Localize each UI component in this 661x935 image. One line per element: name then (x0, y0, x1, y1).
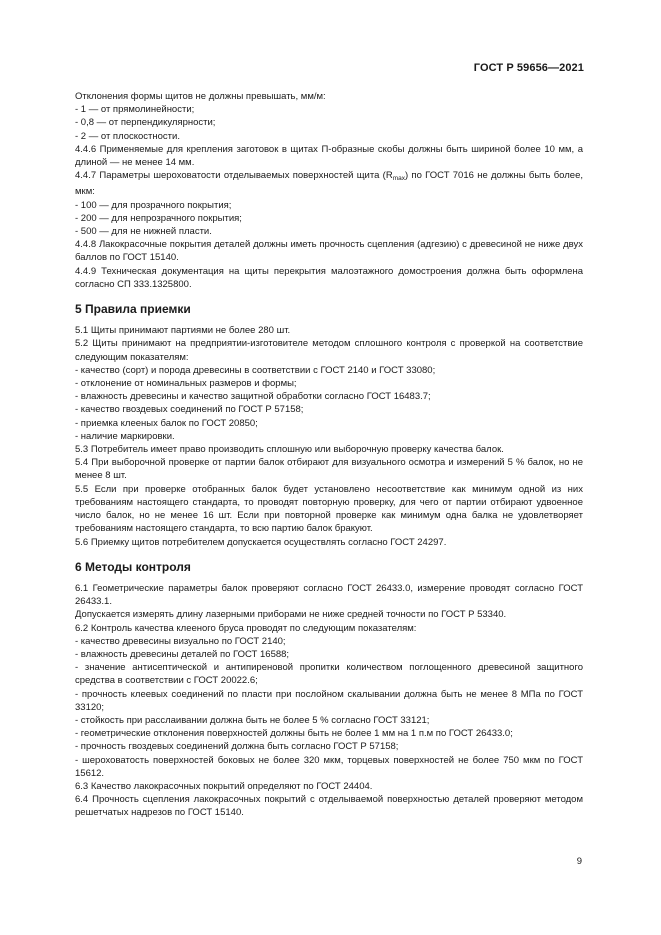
rmax-subscript: max (392, 175, 405, 183)
list-item: - отклонение от номинальных размеров и формы; (75, 378, 297, 390)
list-item: - 200 — для непрозрачного покрытия; (75, 212, 242, 224)
clause-5-4: 5.4 При выборочной проверке от партии балок отбирают для визуального осмотра и измерений 5 % балок, но не менее 8 шт. (75, 457, 583, 482)
list-item: - качество гвоздевых соединений по ГОСТ Р 57158; (75, 404, 304, 416)
list-item: - шероховатость поверхностей боковых не более 320 мкм, торцевых поверхностей не более 750 мкм по ГОСТ 15612. (75, 754, 583, 779)
clause-4-4-7-text-end: ) по ГОСТ 7016 не должны быть более, мкм: (75, 170, 583, 198)
list-item: - наличие маркировки. (75, 430, 175, 442)
clause-5-5: 5.5 Если при проверке отобранных балок будет установлено несоответствие как минимум одной из них требованиям настоящего стандарта, то проводят повторную проверку, для чего от партии отбирают удвоенное число балок, но не менее 16 шт. Если при повторной проверке как минимум одна балка не удовлетворяет требованиям настоящего стандарта, то всю партию балок бракуют. (75, 483, 583, 535)
clause-4-4-7-text: 4.4.7 Параметры шероховатости отделываемых поверхностей щита (R (75, 170, 393, 182)
clause-4-4-9: 4.4.9 Техническая документация на щиты перекрытия малоэтажного домостроения должна быть оформлена согласно СП 333.1325800. (75, 265, 583, 290)
list-item: - 500 — для не нижней пласти. (75, 226, 212, 238)
list-item: - прочность гвоздевых соединений должна быть согласно ГОСТ Р 57158; (75, 741, 399, 753)
clause-5-6: 5.6 Приемку щитов потребителем допускается осуществлять согласно ГОСТ 24297. (75, 536, 447, 548)
list-item: - влажность древесины и качество защитной обработки согласно ГОСТ 16483.7; (75, 391, 431, 403)
clause-4-4-8: 4.4.8 Лакокрасочные покрытия деталей должны иметь прочность сцепления (адгезию) с древесиной не ниже двух баллов по ГОСТ 15140. (75, 239, 583, 264)
clause-5-3: 5.3 Потребитель имеет право производить сплошную или выборочную проверку качества балок. (75, 444, 504, 456)
list-item: - прочность клеевых соединений по пласти при послойном скалывании должна быть не менее 8 МПа по ГОСТ 33120; (75, 688, 583, 713)
list-item: - качество древесины визуально по ГОСТ 2140; (75, 635, 286, 647)
clause-6-4: 6.4 Прочность сцепления лакокрасочных покрытий с отделываемой поверхностью деталей проверяют методом решетчатых надрезов по ГОСТ 15140. (75, 794, 583, 819)
list-item: - влажность древесины деталей по ГОСТ 16588; (75, 648, 290, 660)
clause-6-3: 6.3 Качество лакокрасочных покрытий определяют по ГОСТ 24404. (75, 780, 373, 792)
clause-6-1: 6.1 Геометрические параметры балок проверяют согласно ГОСТ 26433.0, измерение проводят согласно ГОСТ 26433.1. (75, 582, 583, 608)
page-number: 9 (576, 856, 582, 867)
list-item: - 0,8 — от перпендикулярности; (75, 117, 216, 129)
clause-4-4-6: 4.4.6 Применяемые для крепления заготовок в щитах П-образные скобы должны быть шириной более 10 мм, а длиной — не менее 14 мм. (75, 143, 583, 169)
list-item: - 2 — от плоскостности. (75, 130, 180, 142)
list-item: - 1 — от прямолинейности; (75, 104, 195, 116)
document-body (75, 90, 583, 820)
clause-5-2: 5.2 Щиты принимают на предприятии-изготовителе методом сплошного контроля с проверкой на соответствие следующим показателям: (75, 338, 583, 363)
list-item: - приемка клееных балок по ГОСТ 20850; (75, 417, 258, 429)
clause-4-4-7 (75, 169, 583, 198)
section-heading-6: 6 Методы контроля (75, 559, 191, 574)
list-item: - 100 — для прозрачного покрытия; (75, 199, 232, 211)
paragraph: Допускается измерять длину лазерными приборами не ниже средней точности по ГОСТ Р 53340. (75, 609, 507, 621)
section-heading-5: 5 Правила приемки (75, 302, 191, 317)
list-item: - геометрические отклонения поверхностей должны быть не более 1 мм на 1 п.м по ГОСТ 26433.0; (75, 728, 513, 740)
clause-5-1: 5.1 Щиты принимают партиями не более 280 шт. (75, 325, 291, 337)
list-item: - значение антисептической и антипиреновой пропитки количеством поглощенного древесиной защитного средства в соответствии с ГОСТ 20022.6; (75, 662, 583, 687)
list-item: - качество (сорт) и порода древесины в соответствии с ГОСТ 2140 и ГОСТ 33080; (75, 364, 436, 376)
list-item: - стойкость при расслаивании должна быть не более 5 % согласно ГОСТ 33121; (75, 714, 430, 726)
standard-header: ГОСТ Р 59656—2021 (473, 62, 584, 74)
paragraph: Отклонения формы щитов не должны превышать, мм/м: (75, 91, 326, 102)
clause-6-2: 6.2 Контроль качества клееного бруса проводят по следующим показателям: (75, 622, 417, 634)
